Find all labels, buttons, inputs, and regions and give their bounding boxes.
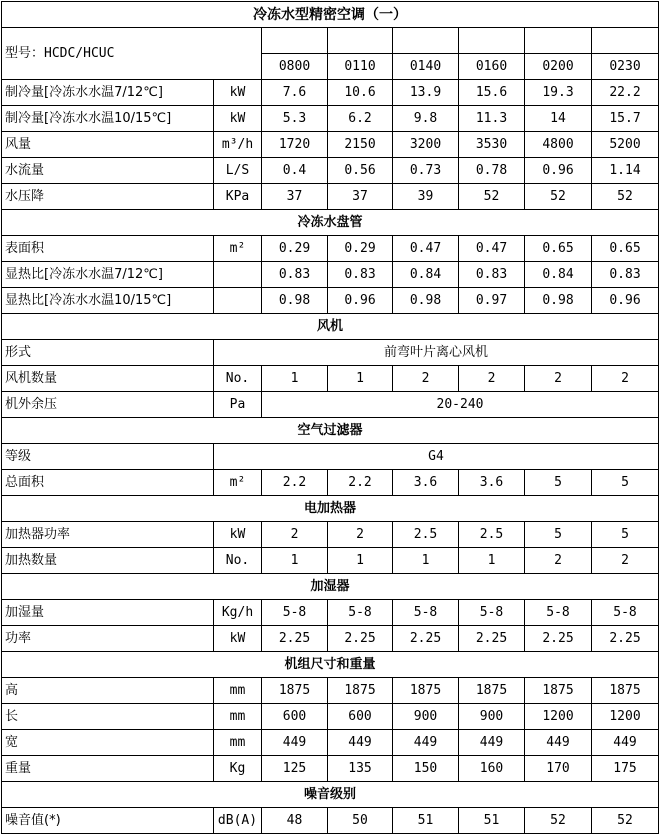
row-value: 449 [459,730,525,756]
row-value: 52 [459,184,525,210]
table-row [2,340,659,366]
table-row [2,808,659,834]
row-label: 功率 [2,626,214,652]
row-value: 15.6 [459,80,525,106]
row-value: 52 [525,808,592,834]
model-code: 0200 [525,54,592,80]
row-value: 600 [262,704,328,730]
row-value: 6.2 [328,106,393,132]
row-value: 1875 [393,678,459,704]
row-value: 0.47 [459,236,525,262]
row-value: 5-8 [393,600,459,626]
row-value: 2.25 [393,626,459,652]
row-value: 2 [328,522,393,548]
row-label: 宽 [2,730,214,756]
row-value: 5 [592,522,659,548]
row-value: 900 [459,704,525,730]
row-value: 2.5 [393,522,459,548]
title-row [2,2,659,28]
coil-body [2,236,659,314]
row-value: 2.2 [328,470,393,496]
table-row [2,730,659,756]
section-heading-fan: 风机 [2,314,659,340]
row-value: 0.96 [592,288,659,314]
row-value: 0.65 [525,236,592,262]
model-pad [393,28,459,54]
section-row [2,496,659,522]
fan-pressure-value: 20-240 [262,392,659,418]
fan-count-body [2,366,659,392]
row-value: 0.29 [262,236,328,262]
table-row [2,366,659,392]
row-value: 0.97 [459,288,525,314]
table-row [2,756,659,782]
row-label: 水压降 [2,184,214,210]
row-value: 2 [525,548,592,574]
row-value: 2.25 [592,626,659,652]
row-value: 2.5 [459,522,525,548]
table-row [2,444,659,470]
row-value: 1875 [592,678,659,704]
row-value: 50 [328,808,393,834]
model-pad [262,28,328,54]
table-row [2,522,659,548]
row-value: 1 [393,548,459,574]
row-value: 0.98 [525,288,592,314]
section-heading-heater: 电加热器 [2,496,659,522]
row-value: 2 [459,366,525,392]
row-value: 0.65 [592,236,659,262]
section-row [2,652,659,678]
row-unit: m² [214,470,262,496]
row-value: 0.56 [328,158,393,184]
row-value: 0.96 [328,288,393,314]
row-value: 1875 [525,678,592,704]
row-value: 900 [393,704,459,730]
row-value: 1875 [328,678,393,704]
row-value: 37 [262,184,328,210]
row-value: 2150 [328,132,393,158]
table-title: 冷冻水型精密空调（一） [2,2,659,28]
row-label: 等级 [2,444,214,470]
row-value: 5.3 [262,106,328,132]
row-value: 51 [459,808,525,834]
row-label: 加热数量 [2,548,214,574]
row-unit: KPa [214,184,262,210]
row-value: 1875 [262,678,328,704]
row-unit: Kg/h [214,600,262,626]
row-value: 5-8 [592,600,659,626]
row-value: 135 [328,756,393,782]
table-row [2,184,659,210]
row-value: 449 [393,730,459,756]
row-value: 1.14 [592,158,659,184]
row-unit: mm [214,678,262,704]
model-label-cell [2,28,262,80]
table-row [2,470,659,496]
table-row [2,626,659,652]
row-value: 1 [262,548,328,574]
row-value: 22.2 [592,80,659,106]
row-label: 加湿量 [2,600,214,626]
row-unit: No. [214,366,262,392]
row-label: 水流量 [2,158,214,184]
row-label: 噪音值(*) [2,808,214,834]
row-value: 1875 [459,678,525,704]
row-value: 9.8 [393,106,459,132]
row-value: 0.83 [592,262,659,288]
row-value: 11.3 [459,106,525,132]
row-value: 1 [328,366,393,392]
row-label: 风机数量 [2,366,214,392]
section-heading-dims: 机组尺寸和重量 [2,652,659,678]
row-unit: Kg [214,756,262,782]
table-row [2,262,659,288]
row-value: 1 [459,548,525,574]
row-value: 37 [328,184,393,210]
row-label: 制冷量[冷冻水水温7/12℃] [2,80,214,106]
row-unit: kW [214,80,262,106]
section-row [2,314,659,340]
table-row [2,600,659,626]
row-value: 0.73 [393,158,459,184]
row-value: 3.6 [459,470,525,496]
row-unit: m³/h [214,132,262,158]
row-value: 449 [328,730,393,756]
section-row [2,574,659,600]
row-value: 4800 [525,132,592,158]
heater-body [2,522,659,574]
row-value: 175 [592,756,659,782]
model-pad [328,28,393,54]
row-value: 170 [525,756,592,782]
row-label: 表面积 [2,236,214,262]
row-value: 5200 [592,132,659,158]
row-label: 风量 [2,132,214,158]
table-row [2,236,659,262]
table-row [2,80,659,106]
row-value: 3.6 [393,470,459,496]
row-unit: L/S [214,158,262,184]
section-row [2,210,659,236]
row-value: 1 [262,366,328,392]
perf-body [2,80,659,210]
row-value: 2 [393,366,459,392]
table-row [2,288,659,314]
model-code: 0800 [262,54,328,80]
filter-grade-value: G4 [214,444,659,470]
row-value: 2.25 [525,626,592,652]
row-value: 449 [262,730,328,756]
row-value: 5-8 [525,600,592,626]
section-heading-noise: 噪音级别 [2,782,659,808]
row-value: 5-8 [262,600,328,626]
row-value: 3200 [393,132,459,158]
row-value: 2.25 [459,626,525,652]
row-value: 10.6 [328,80,393,106]
row-value: 0.83 [328,262,393,288]
row-value: 5 [592,470,659,496]
row-value: 0.84 [525,262,592,288]
row-label: 形式 [2,340,214,366]
row-unit: m² [214,236,262,262]
row-unit [214,288,262,314]
model-pad [459,28,525,54]
fan-type-value: 前弯叶片离心风机 [214,340,659,366]
section-heading-coil: 冷冻水盘管 [2,210,659,236]
table-row [2,548,659,574]
row-value: 7.6 [262,80,328,106]
row-value: 150 [393,756,459,782]
row-value: 39 [393,184,459,210]
row-value: 5-8 [459,600,525,626]
row-unit: dB(A) [214,808,262,834]
model-pad [525,28,592,54]
section-row [2,418,659,444]
model-pad [592,28,659,54]
row-label: 机外余压 [2,392,214,418]
row-value: 0.98 [262,288,328,314]
row-value: 2.25 [262,626,328,652]
row-value: 0.47 [393,236,459,262]
model-code: 0230 [592,54,659,80]
row-value: 5 [525,522,592,548]
row-value: 125 [262,756,328,782]
dims-body [2,678,659,782]
row-value: 0.4 [262,158,328,184]
row-unit: kW [214,106,262,132]
row-value: 51 [393,808,459,834]
row-label: 显热比[冷冻水水温10/15℃] [2,288,214,314]
row-label: 高 [2,678,214,704]
model-code: 0110 [328,54,393,80]
row-value: 600 [328,704,393,730]
row-value: 160 [459,756,525,782]
row-value: 2.2 [262,470,328,496]
row-value: 52 [592,808,659,834]
row-value: 1 [328,548,393,574]
row-value: 19.3 [525,80,592,106]
row-unit [214,262,262,288]
row-value: 449 [525,730,592,756]
row-value: 5-8 [328,600,393,626]
row-unit: mm [214,704,262,730]
row-unit: kW [214,626,262,652]
model-code: 0160 [459,54,525,80]
row-value: 0.83 [262,262,328,288]
row-value: 0.29 [328,236,393,262]
row-value: 3530 [459,132,525,158]
row-value: 2.25 [328,626,393,652]
row-value: 14 [525,106,592,132]
row-value: 5 [525,470,592,496]
row-value: 52 [592,184,659,210]
row-value: 52 [525,184,592,210]
row-label: 长 [2,704,214,730]
row-unit: kW [214,522,262,548]
filter-area-body [2,470,659,496]
row-value: 0.83 [459,262,525,288]
row-value: 1200 [592,704,659,730]
table-row [2,158,659,184]
row-value: 0.96 [525,158,592,184]
section-heading-filter: 空气过滤器 [2,418,659,444]
row-label: 显热比[冷冻水水温7/12℃] [2,262,214,288]
row-unit: mm [214,730,262,756]
row-value: 2 [592,548,659,574]
row-value: 0.84 [393,262,459,288]
row-value: 1200 [525,704,592,730]
row-value: 15.7 [592,106,659,132]
table-row [2,704,659,730]
row-value: 2 [525,366,592,392]
humidifier-body [2,600,659,652]
model-code: 0140 [393,54,459,80]
model-pad-row [2,28,659,54]
row-label: 总面积 [2,470,214,496]
row-label: 制冷量[冷冻水水温10/15℃] [2,106,214,132]
row-value: 2 [262,522,328,548]
row-value: 1720 [262,132,328,158]
row-label: 加热器功率 [2,522,214,548]
row-value: 0.78 [459,158,525,184]
section-row [2,782,659,808]
table-row [2,392,659,418]
row-value: 13.9 [393,80,459,106]
table-row [2,678,659,704]
section-heading-humidifier: 加湿器 [2,574,659,600]
row-unit: No. [214,548,262,574]
row-value: 449 [592,730,659,756]
spec-table [1,1,659,834]
row-unit: Pa [214,392,262,418]
row-value: 0.98 [393,288,459,314]
noise-body [2,808,659,834]
model-label: 型号：HCDC/HCUC [5,45,115,61]
table-row [2,132,659,158]
table-row [2,106,659,132]
row-label: 重量 [2,756,214,782]
row-value: 2 [592,366,659,392]
row-value: 48 [262,808,328,834]
